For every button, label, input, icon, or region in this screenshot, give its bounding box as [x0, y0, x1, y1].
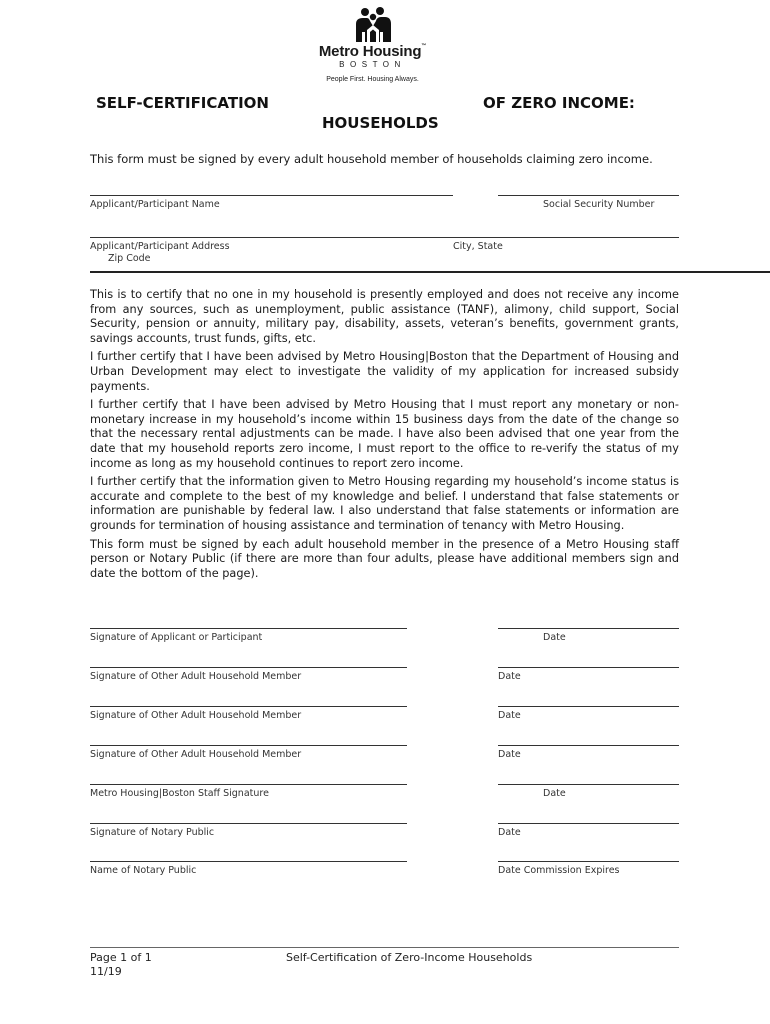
section-divider [90, 271, 770, 273]
date-line[interactable] [498, 745, 679, 746]
date-line[interactable] [498, 784, 679, 785]
paragraph-accuracy: I further certify that the information given to Metro Housing regarding my household’s income status is accurate and complete to the best of my knowledge and belief. I understand that false statements or information are punishable by federal law. I also understand that false statements or information are grounds for termination of housing assistance and termination of tenancy with Metro Housing. [90, 475, 679, 532]
signature-label: Signature of Applicant or Participant [90, 632, 263, 643]
signature-label: Signature of Other Adult Household Member [90, 749, 302, 760]
date-line[interactable] [498, 628, 679, 629]
title-right: OF ZERO INCOME: [483, 94, 635, 112]
date-label: Date [498, 671, 521, 682]
footer-date: 11/19 [90, 965, 122, 978]
address-label: Applicant/Participant Address [90, 241, 230, 252]
applicant-name-line[interactable] [90, 195, 453, 196]
signature-line[interactable] [90, 784, 407, 785]
paragraph-hud: I further certify that I have been advised by Metro Housing|Boston that the Department of Housing and Urban Development may elect to investigate the validity of my application for increased subsidy payments. [90, 350, 679, 393]
commission-expires-label: Date Commission Expires [498, 865, 620, 876]
applicant-name-label: Applicant/Participant Name [90, 199, 220, 210]
city-state-label: City, State [453, 241, 503, 252]
signature-label: Signature of Notary Public [90, 827, 215, 838]
date-label: Date [543, 788, 566, 799]
people-house-icon [353, 6, 393, 42]
notary-name-line[interactable] [90, 861, 407, 862]
notary-name-label: Name of Notary Public [90, 865, 197, 876]
signature-label: Signature of Other Adult Household Member [90, 671, 302, 682]
paragraph-report: I further certify that I have been advised by Metro Housing that I must report any monetary or non-monetary increase in my household’s income within 15 business days from the date of the change so that the necessary rental adjustments can be made. I have also been advised that one year from the date that my household reports zero income, I must report to the office to re-verify the status of my income as long as my household continues to report zero income. [90, 398, 679, 470]
date-line[interactable] [498, 823, 679, 824]
date-label: Date [498, 710, 521, 721]
title-left: SELF-CERTIFICATION [96, 94, 269, 112]
metro-housing-logo [310, 6, 435, 83]
date-line[interactable] [498, 667, 679, 668]
signature-label: Signature of Other Adult Household Member [90, 710, 302, 721]
logo-city-text: BOSTON [339, 60, 406, 69]
date-label: Date [498, 749, 521, 760]
date-label: Date [498, 827, 521, 838]
footer-rule [90, 947, 679, 948]
signature-line[interactable] [90, 706, 407, 707]
logo-brand-text [310, 43, 435, 60]
certification-body [90, 288, 679, 585]
intro-text: This form must be signed by every adult household member of households claiming zero income. [90, 152, 653, 166]
signature-line[interactable] [90, 667, 407, 668]
trademark-mark: ™ [421, 43, 427, 49]
signature-line[interactable] [90, 823, 407, 824]
ssn-label: Social Security Number [543, 199, 655, 210]
logo-tagline: People First. Housing Always. [326, 76, 419, 83]
date-label: Date [543, 632, 566, 643]
signature-line[interactable] [90, 628, 407, 629]
ssn-line[interactable] [498, 195, 679, 196]
title-line2: HOUSEHOLDS [322, 114, 439, 132]
signature-label: Metro Housing|Boston Staff Signature [90, 788, 269, 799]
brand-name: Metro Housing [318, 43, 422, 60]
commission-expires-line[interactable] [498, 861, 679, 862]
footer-doc-title: Self-Certification of Zero-Income Households [286, 951, 533, 964]
footer-page: Page 1 of 1 [90, 951, 152, 964]
date-line[interactable] [498, 706, 679, 707]
address-line[interactable] [90, 237, 679, 238]
zip-label: Zip Code [108, 253, 151, 264]
paragraph-signing: This form must be signed by each adult household member in the presence of a Metro Housing staff person or Notary Public (if there are more than four adults, please have additional members sign and date the bottom of the page). [90, 537, 679, 580]
paragraph-income: This is to certify that no one in my household is presently employed and does not receive any income from any sources, such as unemployment, public assistance (TANF), alimony, child support, Social Security, pension or annuity, military pay, disability, assets, veteran’s benefits, government grants, savings accounts, trust funds, gifts, etc. [90, 288, 679, 345]
signature-line[interactable] [90, 745, 407, 746]
